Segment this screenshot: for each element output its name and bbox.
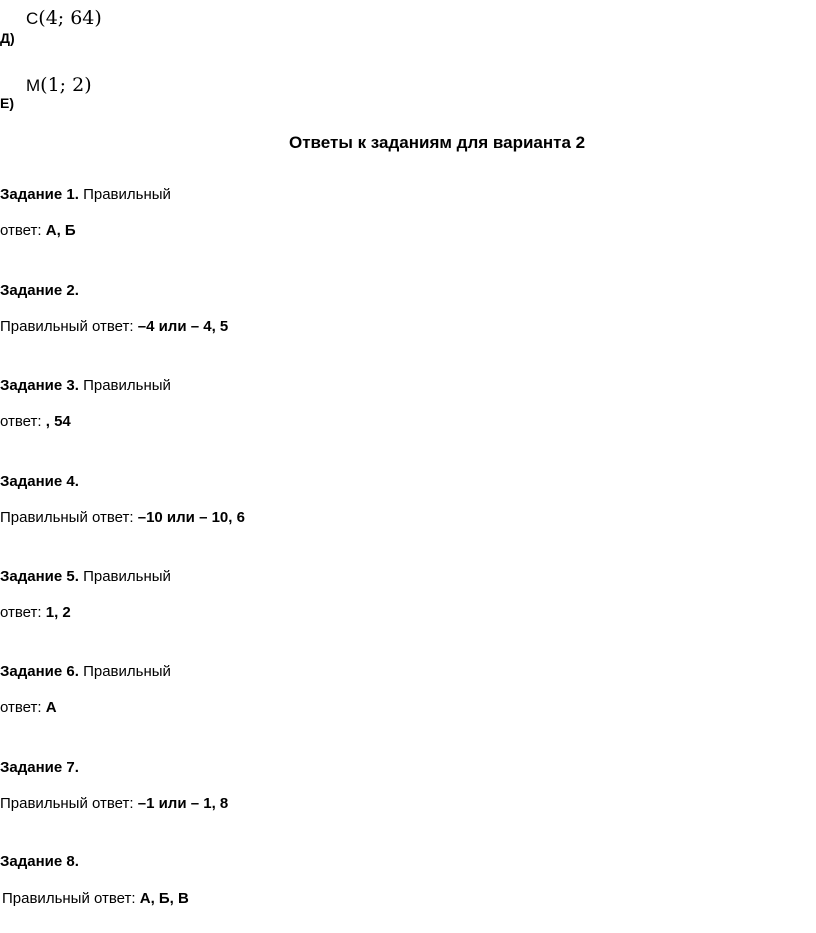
task-1-title-line <box>0 186 171 203</box>
task-8-title-line <box>0 853 79 870</box>
task-6-title-line <box>0 663 171 680</box>
task-5-title: Задание 5. <box>0 568 79 585</box>
task-3-answer-label: ответ: <box>0 413 46 430</box>
point-e-name: М <box>26 76 41 95</box>
task-8-answer-line <box>2 890 189 907</box>
task-6-answer-line <box>0 699 57 716</box>
task-7-title-line <box>0 759 79 776</box>
task-6-answer-label: ответ: <box>0 699 46 716</box>
task-2-answer-line <box>0 318 228 335</box>
task-7-answer-line <box>0 795 228 812</box>
task-5-answer: 1, 2 <box>45 604 71 621</box>
task-3-answer: , 54 <box>45 413 71 430</box>
point-d-coords: (4; 64) <box>38 7 102 29</box>
point-d-expression <box>26 7 102 29</box>
task-2-title: Задание 2. <box>0 282 79 299</box>
task-1-answer-line <box>0 222 76 239</box>
task-2-answer: –4 или – 4, 5 <box>137 318 229 335</box>
task-1-title: Задание 1. <box>0 186 79 203</box>
task-7-answer: –1 или – 1, 8 <box>137 795 229 812</box>
task-1-answer-label: ответ: <box>0 222 46 239</box>
point-e-expression <box>26 74 92 96</box>
task-8-answer-label: Правильный ответ: <box>2 890 140 907</box>
task-4-answer-line <box>0 509 245 526</box>
task-3-lead: Правильный <box>78 377 171 394</box>
task-3-title-line <box>0 377 171 394</box>
task-3-answer-line <box>0 413 71 430</box>
task-2-title-line <box>0 282 79 299</box>
task-4-title-line <box>0 473 79 490</box>
task-4-title: Задание 4. <box>0 473 79 490</box>
section-heading: Ответы к заданиям для варианта 2 <box>289 133 586 152</box>
task-5-title-line <box>0 568 171 585</box>
point-e-letter: Е) <box>0 95 14 111</box>
task-5-lead: Правильный <box>78 568 171 585</box>
task-5-answer-line <box>0 604 71 621</box>
task-1-lead: Правильный <box>78 186 171 203</box>
point-d-name: С <box>26 9 39 28</box>
point-d-letter: Д) <box>0 30 15 46</box>
task-7-title: Задание 7. <box>0 759 79 776</box>
task-6-lead: Правильный <box>78 663 171 680</box>
task-4-answer-label: Правильный ответ: <box>0 509 138 526</box>
task-3-title: Задание 3. <box>0 377 79 394</box>
task-6-title: Задание 6. <box>0 663 79 680</box>
task-2-answer-label: Правильный ответ: <box>0 318 138 335</box>
task-5-answer-label: ответ: <box>0 604 46 621</box>
point-e-coords: (1; 2) <box>40 74 92 96</box>
task-6-answer: А <box>45 699 57 716</box>
task-8-title: Задание 8. <box>0 853 79 870</box>
task-4-answer: –10 или – 10, 6 <box>137 509 245 526</box>
task-7-answer-label: Правильный ответ: <box>0 795 138 812</box>
task-1-answer: А, Б <box>45 222 76 239</box>
task-8-answer: А, Б, В <box>139 890 189 907</box>
